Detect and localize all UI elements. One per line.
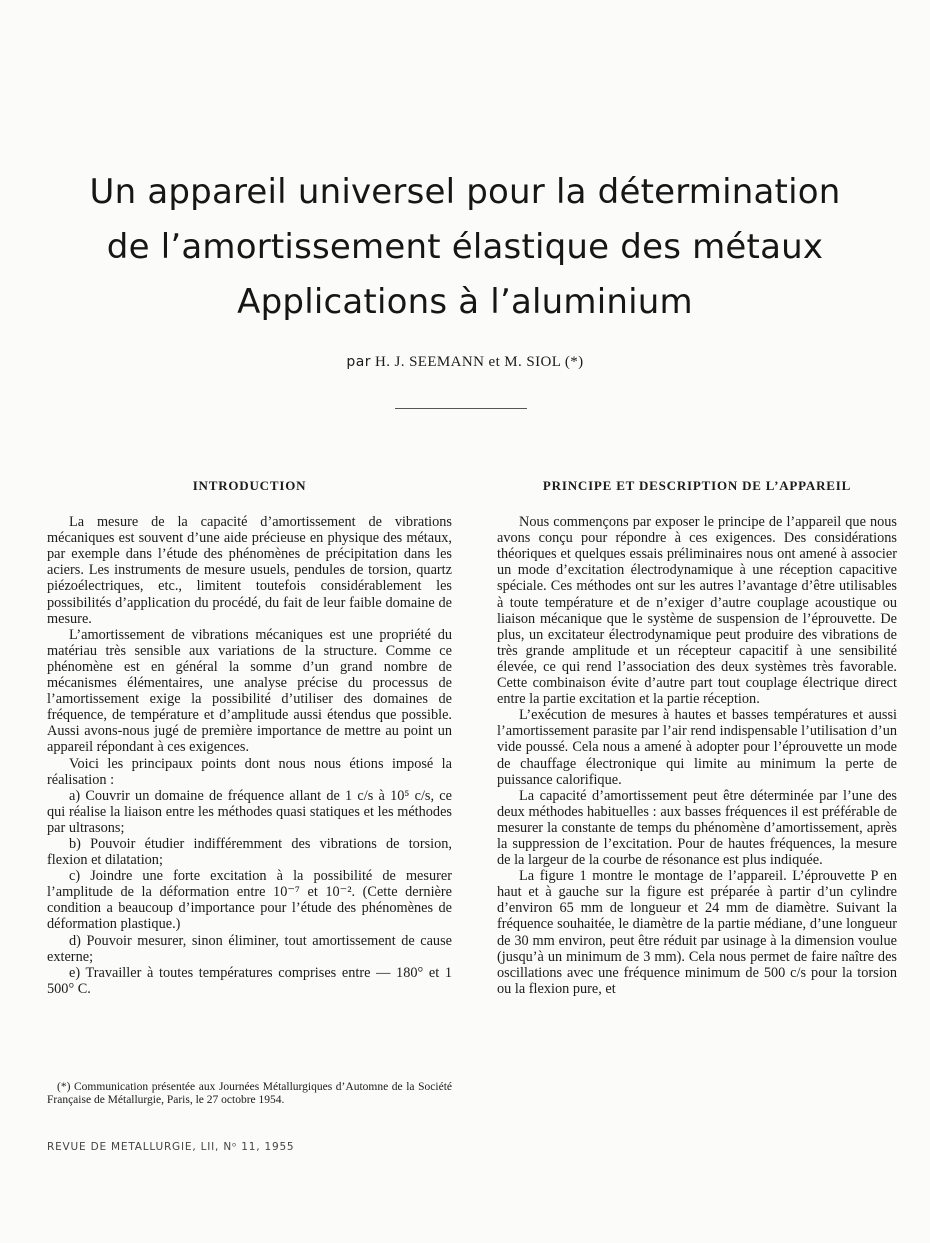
principe-paragraph: L’exécution de mesures à hautes et basses températures et aussi l’amortissement parasite par l’air rend indispensable l’utilisation d’un vide poussé. Cela nous a amené à adopter pour l’éprouvette un mode de chauffage électronique qui limite au minimum la perte de puissance calorifique. <box>497 707 897 788</box>
principe-heading: PRINCIPE ET DESCRIPTION DE L’APPAREIL <box>542 478 852 493</box>
intro-item-e: e) Travailler à toutes températures comprises entre — 180° et 1 500° C. <box>47 964 452 997</box>
footnote <box>47 1081 452 1106</box>
intro-paragraph: La mesure de la capacité d’amortissement de vibrations mécaniques est souvent d’une aide précieuse en physique des métaux, par exemple dans l’étude des phénomènes de précipitation dans les aciers. Les instruments de mesure usuels, pendules de torsion, quartz piézoélectriques, etc., limitent toutefois considérablement les possibilités d’application du procédé, du fait de leur faible domaine de mesure. <box>47 514 452 627</box>
byline <box>0 354 930 371</box>
byline-prefix: par <box>346 354 371 370</box>
intro-item-b: b) Pouvoir étudier indifféremment des vibrations de torsion, flexion et dilatation; <box>47 835 452 869</box>
intro-paragraph: L’amortissement de vibrations mécaniques est une propriété du matériau très sensible aux variations de la structure. Comme ce phénomène est en général la somme d’un grand nombre de mécanismes élémentaires, une analyse précise du processus de l’amortissement exige la possibilité d’utiliser des domaines de fréquence, de température et d’amplitude aussi étendus que possible. Aussi avons-nous jugé de première importance de mettre au point un appareil répondant à ces exigences. <box>47 626 452 756</box>
title-divider <box>395 408 527 409</box>
intro-item-c: c) Joindre une forte excitation à la possibilité de mesurer l’amplitude de la déformation entre 10⁻⁷ et 10⁻². (Cette dernière condition a beaucoup d’importance pour l’étude des phénomènes de déformation plastique.) <box>47 868 452 933</box>
title-line-3: Applications à l’aluminium <box>237 282 693 322</box>
title-line-1: Un appareil universel pour la détermination <box>89 172 841 212</box>
principe-paragraph: La figure 1 montre le montage de l’appareil. L’éprouvette P en haut et à gauche sur la figure est préparée à partir d’un cylindre d’environ 65 mm de longueur et 24 mm de diamètre. Suivant la fréquence souhaitée, le diamètre de la partie médiane, d’une longueur de 30 mm environ, peut être réduit par usinage à la dimension voulue (jusqu’à un minimum de 3 mm). Cela nous permet de faire naître des oscillations avec une fréquence minimum de 500 c/s pour la torsion ou la flexion pure, et <box>497 868 897 997</box>
byline-authors: H. J. SEEMANN et M. SIOL (*) <box>375 354 584 370</box>
article-title <box>0 165 930 330</box>
intro-item-d: d) Pouvoir mesurer, sinon éliminer, tout amortissement de cause externe; <box>47 932 452 965</box>
introduction-column <box>47 478 452 997</box>
principe-paragraph: La capacité d’amortissement peut être déterminée par l’une des deux méthodes habituelles : aux basses fréquences il est préférable de mesurer la constante de temps du phénomène d’amortissement, après la suppression de l’excitation. Pour de hautes fréquences, la mesure de la largeur de la courbe de résonance est plus indiquée. <box>497 787 897 869</box>
intro-paragraph: Voici les principaux points dont nous nous étions imposé la réalisation : <box>47 755 452 788</box>
principe-column <box>497 478 897 997</box>
journal-footer: REVUE DE METALLURGIE, LII, Nᵒ 11, 1955 <box>47 1141 295 1153</box>
title-line-2: de l’amortissement élastique des métaux <box>106 227 824 267</box>
footnote-text: (*) Communication présentée aux Journées Métallurgiques d’Automne de la Société Française de Métallurgie, Paris, le 27 octobre 1954. <box>47 1081 452 1106</box>
principe-paragraph: Nous commençons par exposer le principe de l’appareil que nous avons conçu pour répondre à ces exigences. Des considérations théoriques et quelques essais préliminaires nous ont amené à associer un mode d’excitation électrodynamique à une réception capacitive spéciale. Ces méthodes ont sur les autres l’avantage d’être utilisables à toute température et de n’exiger d’autre couplage acoustique ou liaison mécanique que le système de suspension de l’éprouvette. De plus, un excitateur électrodynamique peut produire des vibrations de très grande amplitude et un récepteur capacitif à une sensibilité élevée, ce qui rend l’association des deux systèmes très favorable. Cette combinaison évite d’autre part tout couplage électrique direct entre la partie excitation et la partie réception. <box>497 514 897 708</box>
intro-item-a: a) Couvrir un domaine de fréquence allant de 1 c/s à 10⁵ c/s, ce qui réalise la liaison entre les méthodes quasi statiques et les méthodes par ultrasons; <box>47 787 452 836</box>
introduction-heading: INTRODUCTION <box>192 478 307 493</box>
